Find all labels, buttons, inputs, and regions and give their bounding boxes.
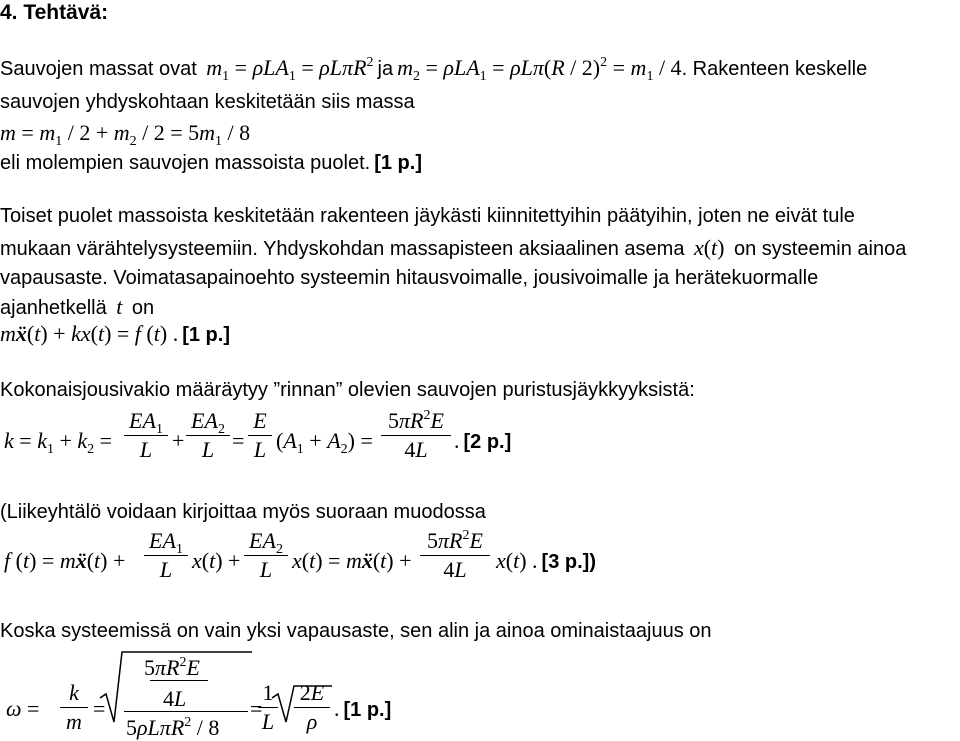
fraction-ea1-over-l: $EA_1$ L xyxy=(144,530,188,581)
paragraph3-line1: Kokonaisjousivakio määräytyy ”rinnan” olevien sauvojen puristusjäykkyyksistä: xyxy=(0,379,695,401)
center-mass-formula: $m = m_1 / 2 + m_2 / 2 = 5m_1 / 8$ xyxy=(0,120,251,149)
big-fraction-bar xyxy=(124,711,248,712)
mass-m1-formula: $m_1 = \rho LA_1 = \rho L\pi R^2$ xyxy=(206,55,374,84)
fraction-ea2-over-l: $EA_2$ L xyxy=(244,530,288,581)
fraction-e-over-l: E L xyxy=(248,410,272,461)
fraction-k-over-m: k m xyxy=(60,682,88,733)
equals-sign: = xyxy=(250,696,263,721)
alt-equation-end: x(t) . [3 p.]) xyxy=(496,548,596,573)
equals-sign: = xyxy=(93,696,106,721)
motion-equation-formula: mẍ(t) + kx(t) = f (t) . xyxy=(0,321,179,346)
mass-intro-text: Sauvojen massat ovat xyxy=(0,58,197,80)
alt-equation-lhs: f (t) = mẍ(t) + xyxy=(4,548,126,573)
fraction-ea1-over-l: $EA_1$ L xyxy=(124,410,168,461)
mass-sentence-line2: sauvojen yhdyskohtaan keskitetään siis massa xyxy=(0,91,415,113)
plus-sign: + xyxy=(172,428,185,453)
x-t-symbol: x(t) xyxy=(693,235,730,260)
points-badge: [3 p.]) xyxy=(541,551,596,573)
axial-position-text: mukaan värähtelysysteemiin. Yhdyskohdan massapisteen aksiaalinen asema xyxy=(0,238,685,260)
big-fraction-4l: 4L xyxy=(163,686,187,711)
points-badge: [1 p.] xyxy=(343,699,392,721)
page-title: 4. Tehtävä: xyxy=(0,1,109,24)
equals-sign: = xyxy=(232,428,245,453)
dof-text: on systeemin ainoa xyxy=(734,238,907,260)
spring-constant-lhs: $k = k_1 + k_2$ = xyxy=(4,428,113,457)
fraction-ea2-over-l: $EA_2$ L xyxy=(186,410,230,461)
big-fraction-bottom: 5ρLπR$^2$ / 8 xyxy=(126,715,220,740)
paragraph2-line3: vapausaste. Voimatasapainoehto systeemin hitausvoimalle, jousivoimalle ja herätekuormalle xyxy=(0,267,819,289)
omega-end: . [1 p.] xyxy=(334,696,392,721)
rakenteen-text: . Rakenteen keskelle xyxy=(681,58,868,80)
area-sum: $(A_1 + A_2)$ = xyxy=(276,428,373,457)
ja-text: ja xyxy=(377,58,394,80)
fraction-2e-over-rho: 2E ρ xyxy=(294,682,330,733)
x-t-plus: x(t) + xyxy=(192,548,241,573)
on-text: on xyxy=(131,297,155,319)
small-bar xyxy=(150,680,208,681)
fraction-1-over-l: 1 L xyxy=(258,682,278,733)
points-badge: [2 p.] xyxy=(463,431,512,453)
time-instant-text: ajanhetkellä xyxy=(0,297,107,319)
points-badge: [1 p.] xyxy=(374,152,422,174)
fraction-5pir2e-over-4l: $5\pi R^2E$ 4L xyxy=(420,530,490,581)
alt-equation-middle: x(t) = mẍ(t) + xyxy=(292,548,412,573)
omega-lhs: ω = xyxy=(6,696,40,721)
t-symbol: t xyxy=(116,294,123,319)
spring-points: . [2 p.] xyxy=(454,428,512,453)
paragraph2-line1: Toiset puolet massoista keskitetään rakenteen jäykästi kiinnitettyihin päätyihin, joten ne eivät tule xyxy=(0,205,855,227)
paragraph4-line1: (Liikeyhtälö voidaan kirjoittaa myös suoraan muodossa xyxy=(0,501,486,523)
mass-m2-formula: $m_2 = \rho LA_1 = \rho L\pi(R / 2)^2 = m_1 / 4$ xyxy=(397,55,682,84)
big-fraction-top: $5\pi R^2E$ xyxy=(144,655,200,680)
points-badge: [1 p.] xyxy=(182,324,230,346)
half-mass-text: eli molempien sauvojen massoista puolet. xyxy=(0,152,371,174)
paragraph5-line1: Koska systeemissä on vain yksi vapausaste, sen alin ja ainoa ominaistaajuus on xyxy=(0,620,712,642)
fraction-5pir2e-over-4l: $5\pi R^2E$ 4L xyxy=(381,410,451,461)
